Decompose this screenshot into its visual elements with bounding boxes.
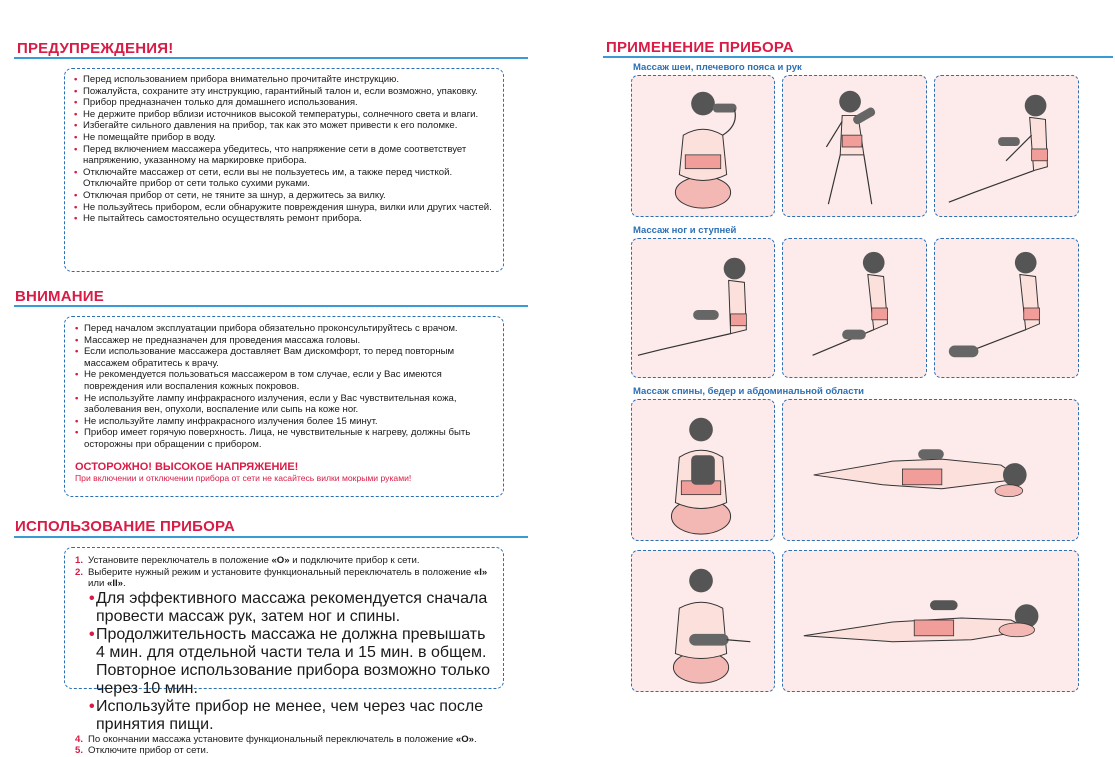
warning-item: • Перед включением массажера убедитесь, что напряжение сети в доме соответствует напряжению, указанному на маркировке прибора. xyxy=(74,144,495,167)
illustration-foot-massage xyxy=(782,238,927,378)
figure-sitting-foot-icon xyxy=(783,239,926,377)
warning-item: • Не держите прибор вблизи источников высокой температуры, солнечного света и влаги. xyxy=(74,109,495,121)
usage-steps-after xyxy=(75,734,495,757)
illustration-back-massage xyxy=(631,399,775,541)
warning-item: • Избегайте сильного давления на прибор, так как это может привести к его поломке. xyxy=(74,120,495,132)
danger-block xyxy=(75,461,495,483)
caption-back-hips: Массаж спины, бедер и абдоминальной области xyxy=(633,386,864,397)
attention-list xyxy=(75,323,495,451)
usage-subitems xyxy=(75,590,495,734)
step-text: . xyxy=(123,578,126,590)
warnings-rule xyxy=(14,57,528,59)
switch-position: «I» xyxy=(473,566,488,578)
usage-steps xyxy=(75,555,495,590)
warnings-box xyxy=(64,68,504,272)
illustration-lower-back-massage xyxy=(631,550,775,692)
figure-sitting-arm-icon xyxy=(783,76,926,216)
usage-step xyxy=(75,745,495,757)
attention-box xyxy=(64,316,504,497)
attention-title: ВНИМАНИЕ xyxy=(15,288,104,305)
attention-rule xyxy=(14,305,528,307)
attention-item: • Не используйте лампу инфракрасного излучения более 15 минут. xyxy=(75,416,495,428)
warning-item: • Прибор предназначен только для домашнего использования. xyxy=(74,97,495,109)
attention-item: • Прибор имеет горячую поверхность. Лица, не чувствительные к нагреву, должны быть осторожны при обращении с прибором. xyxy=(75,427,495,450)
warning-item: • Не помещайте прибор в воду. xyxy=(74,132,495,144)
attention-item: • Перед началом эксплуатации прибора обязательно проконсультируйтесь с врачом. xyxy=(75,323,495,335)
illustration-lying-side-massage xyxy=(782,399,1079,541)
usage-box xyxy=(64,547,504,757)
step-number: 2. xyxy=(75,566,84,578)
usage-subitem: • Для эффективного массажа рекомендуется сначала провести массаж рук, затем ног и спины. xyxy=(89,590,495,626)
usage-rule xyxy=(14,536,528,538)
switch-position: «O» xyxy=(455,733,475,745)
figure-sitting-reach-icon xyxy=(935,76,1078,216)
step-text: и подключите прибор к сети. xyxy=(289,555,420,566)
illustration-calf-massage xyxy=(631,238,775,378)
usage-title: ИСПОЛЬЗОВАНИЕ ПРИБОРА xyxy=(15,518,235,535)
illustration-arm-massage xyxy=(782,75,927,217)
caption-neck-arms: Массаж шеи, плечевого пояса и рук xyxy=(633,62,802,73)
figure-sitting-leg-icon xyxy=(632,239,774,377)
step-text: . xyxy=(474,733,477,745)
figure-seated-back-device-icon xyxy=(632,400,774,540)
switch-position: «II» xyxy=(106,578,123,590)
figure-seated-lower-back-icon xyxy=(632,551,774,691)
usage-step xyxy=(75,567,495,590)
illustration-leg-sitting-massage xyxy=(934,75,1079,217)
warning-item: • Не пользуйтесь прибором, если обнаружите повреждения шнура, вилки или других частей. xyxy=(74,202,495,214)
attention-item: • Не рекомендуется пользоваться массажером в том случае, если у Вас имеются повреждения или воспаления кожных покровов. xyxy=(75,369,495,392)
figure-lying-back-icon xyxy=(783,551,1078,691)
step-text: Установите переключатель в положение xyxy=(88,555,272,566)
caption-legs-feet: Массаж ног и ступней xyxy=(633,225,737,236)
illustration-sole-massage xyxy=(934,238,1079,378)
illustration-neck-massage xyxy=(631,75,775,217)
figure-lying-side-icon xyxy=(783,400,1078,540)
warning-item: • Пожалуйста, сохраните эту инструкцию, гарантийный талон и, если возможно, упаковку. xyxy=(74,86,495,98)
usage-step xyxy=(75,555,495,567)
figure-sitting-sole-icon xyxy=(935,239,1078,377)
usage-step xyxy=(75,734,495,746)
figure-seated-back-icon xyxy=(632,76,774,216)
attention-item: • Массажер не предназначен для проведения массажа головы. xyxy=(75,335,495,347)
step-text: По окончании массажа установите функциональный переключатель в положение xyxy=(88,733,456,745)
step-number: 1. xyxy=(75,555,84,566)
warnings-list xyxy=(74,74,495,225)
warning-item: • Отключая прибор от сети, не тяните за шнур, а держитесь за вилку. xyxy=(74,190,495,202)
step-text: Выберите нужный режим и установите функциональный переключатель в положение xyxy=(88,566,474,578)
warnings-title: ПРЕДУПРЕЖДЕНИЯ! xyxy=(17,40,174,57)
step-number: 4. xyxy=(75,733,84,745)
application-title: ПРИМЕНЕНИЕ ПРИБОРА xyxy=(606,39,794,56)
step-text: или xyxy=(88,578,107,590)
attention-item: • Не используйте лампу инфракрасного излучения, если у Вас чувствительная кожа, заболевания вен, опухоли, воспаление или сыпь на коже ног. xyxy=(75,393,495,416)
application-rule xyxy=(603,56,1113,58)
usage-subitem: • Продолжительность массажа не должна превышать 4 мин. для отдельной части тела и 15 мин. в общем. Повторное использование прибора возможно только через 10 мин. xyxy=(89,626,495,698)
warning-item: • Перед использованием прибора внимательно прочитайте инструкцию. xyxy=(74,74,495,86)
step-number: 5. xyxy=(75,745,84,757)
danger-text: При включении и отключении прибора от сети не касайтесь вилки мокрыми руками! xyxy=(75,472,412,483)
warning-item: • Не пытайтесь самостоятельно осуществлять ремонт прибора. xyxy=(74,213,495,225)
switch-position: «O» xyxy=(271,555,290,566)
usage-subitem: • Используйте прибор не менее, чем через час после принятия пищи. xyxy=(89,698,495,734)
attention-item: • Если использование массажера доставляет Вам дискомфорт, то перед повторным массажем обратитесь к врачу. xyxy=(75,346,495,369)
illustration-abdomen-massage xyxy=(782,550,1079,692)
danger-title: ОСТОРОЖНО! ВЫСОКОЕ НАПРЯЖЕНИЕ! xyxy=(75,460,299,473)
step-text: Отключите прибор от сети. xyxy=(88,745,209,757)
warning-item: • Отключайте массажер от сети, если вы не пользуетесь им, а также перед чисткой. Отключайте прибор от сети только сухими руками. xyxy=(74,167,495,190)
